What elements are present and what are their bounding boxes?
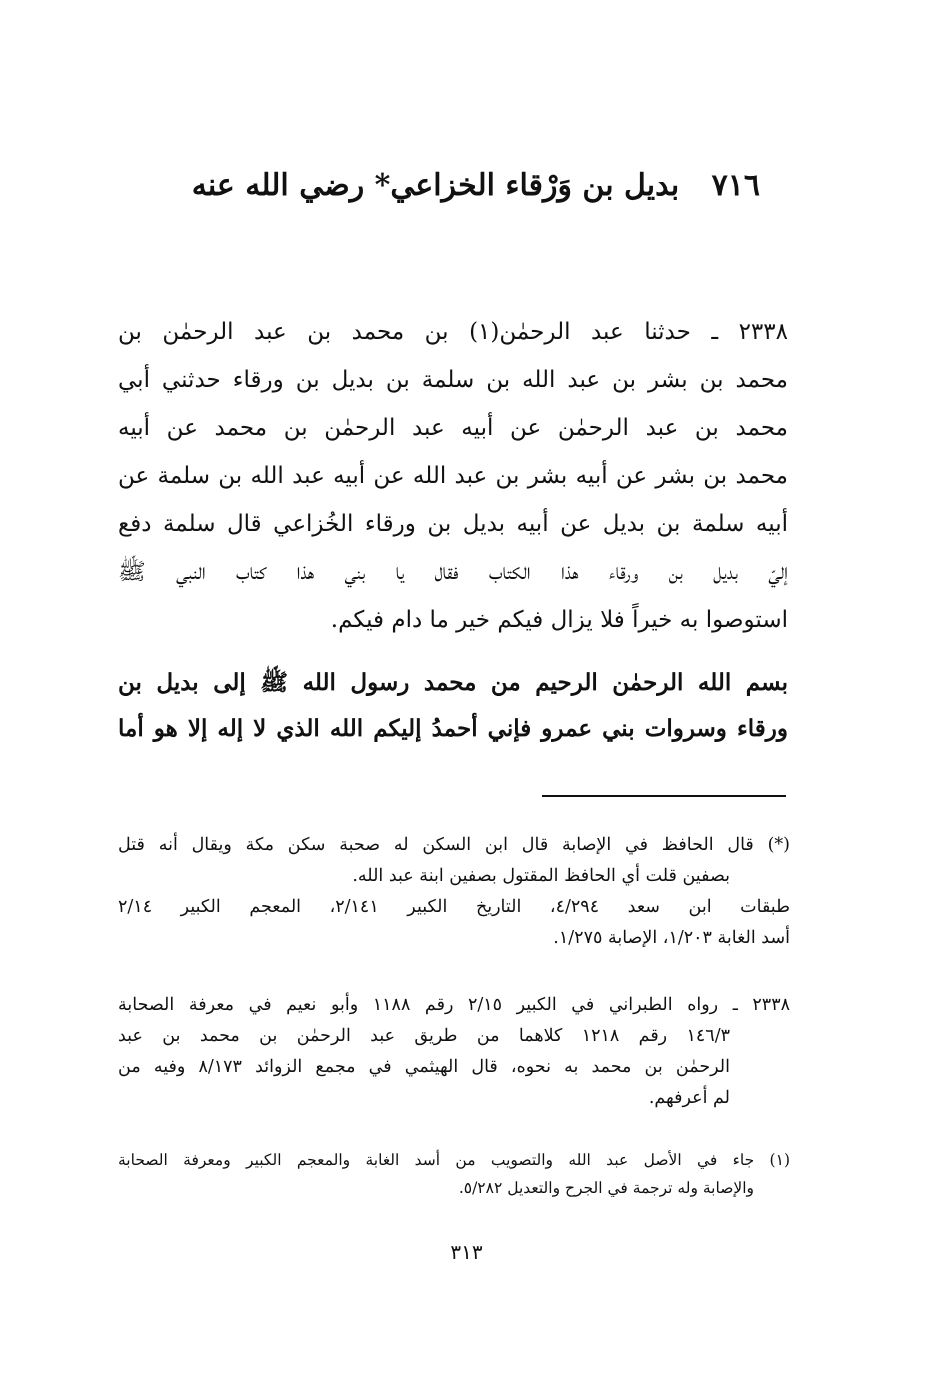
letter-line: بسم الله الرحمٰن الرحيم من محمد رسول الله ﷺ إلى بديل بن bbox=[118, 669, 788, 696]
footnote-line: أسد الغابة ١/٢٠٣، الإصابة ١/٢٧٥. bbox=[553, 928, 790, 948]
entry-title: بديل بن وَرْقاء الخزاعي* رضي الله عنه bbox=[191, 168, 680, 203]
footnote-separator bbox=[542, 795, 786, 797]
footnote-line: (١) جاء في الأصل عبد الله والتصويب من أسد الغابة والمعجم الكبير ومعرفة الصحابة bbox=[118, 1151, 790, 1169]
footnote-line: لم أعرفهم. bbox=[648, 1088, 730, 1108]
hadith-line: محمد بن عبد الرحمٰن عن أبيه عبد الرحمٰن بن محمد عن أبيه bbox=[118, 415, 788, 441]
footnote-line: ١٤٦/٣ رقم ١٢١٨ كلاهما من طريق عبد الرحمٰن بن محمد بن عبد bbox=[118, 1026, 730, 1046]
hadith-line: استوصوا به خيراً فلا يزال فيكم خير ما دام فيكم. bbox=[330, 607, 788, 633]
footnote-line: طبقات ابن سعد ٤/٢٩٤، التاريخ الكبير ٢/١٤١، المعجم الكبير ٢/١٤ bbox=[118, 897, 791, 917]
footnote-1 bbox=[118, 1146, 790, 1202]
footnote-line: ٢٣٣٨ ـ رواه الطبراني في الكبير ٢/١٥ رقم ١١٨٨ وأبو نعيم في معرفة الصحابة bbox=[118, 995, 790, 1015]
footnote-line: والإصابة وله ترجمة في الجرح والتعديل ٥/٢٨٢. bbox=[458, 1179, 754, 1197]
hadith-line: محمد بن بشر عن أبيه بشر بن عبد الله عن أبيه عبد الله بن سلمة عن bbox=[118, 463, 788, 489]
hadith-text bbox=[118, 308, 788, 644]
hadith-line: إليّ بديل بن ورقاء هذا الكتاب فقال يا بني هذا كتاب النبي ﷺ bbox=[118, 559, 788, 585]
letter-text bbox=[118, 660, 788, 752]
footnote-line: (*) قال الحافظ في الإصابة قال ابن السكن له صحبة سكن مكة ويقال أنه قتل bbox=[118, 835, 790, 855]
footnote-2338 bbox=[118, 990, 790, 1114]
entry-heading bbox=[191, 168, 760, 203]
entry-number: ٧١٦ bbox=[711, 168, 760, 203]
hadith-line: أبيه سلمة بن بديل عن أبيه بديل بن ورقاء الخُزاعي قال سلمة دفع bbox=[118, 511, 788, 537]
letter-line: ورقاء وسروات بني عمرو فإني أحمدُ إليكم الله الذي لا إله إلا هو أما bbox=[118, 715, 788, 742]
footnote-line: بصفين قلت أي الحافظ المقتول بصفين ابنة عبد الله. bbox=[352, 866, 730, 886]
hadith-line: ٢٣٣٨ ـ حدثنا عبد الرحمٰن(١) بن محمد بن عبد الرحمٰن بن bbox=[118, 319, 788, 345]
page-number: ٣١٣ bbox=[450, 1240, 483, 1264]
footnote-star bbox=[118, 830, 790, 954]
hadith-line: محمد بن بشر بن عبد الله بن سلمة بن بديل بن ورقاء حدثني أبي bbox=[118, 367, 788, 393]
footnote-line: الرحمٰن بن محمد به نحوه، قال الهيثمي في مجمع الزوائد ٨/١٧٣ وفيه من bbox=[118, 1057, 730, 1077]
